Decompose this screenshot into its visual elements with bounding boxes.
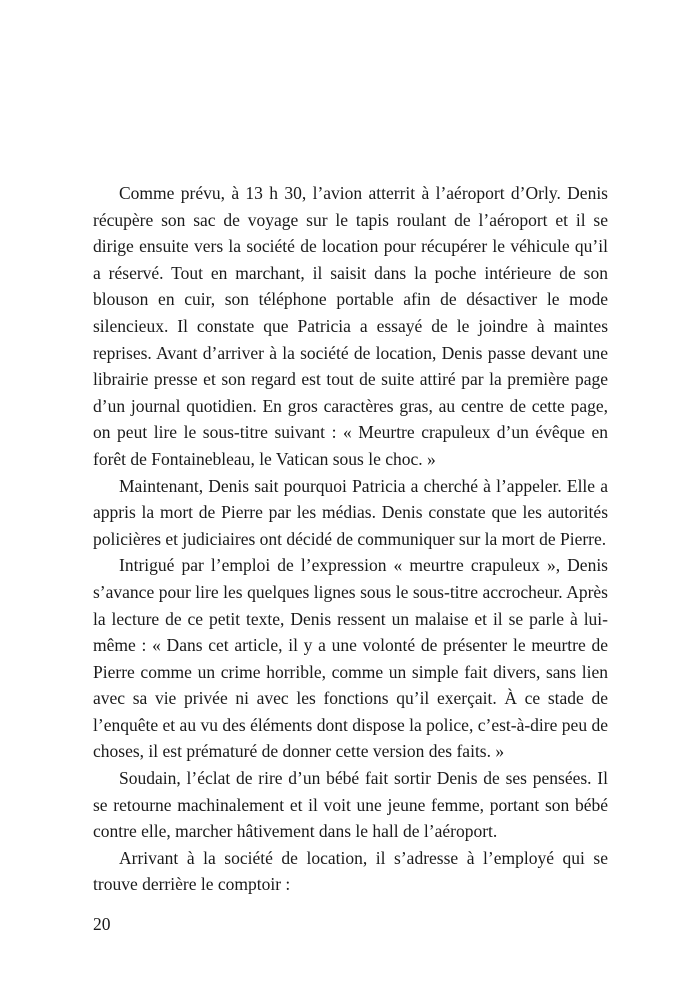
paragraph-4: Soudain, l’éclat de rire d’un bébé fait sortir Denis de ses pensées. Il se retourne machinalement et il voit une jeune femme, portant son bébé contre elle, marcher hâtivement dans le hall de l’aéroport.	[93, 768, 608, 842]
paragraph-3: Intrigué par l’emploi de l’expression « meurtre crapuleux », Denis s’avance pour lire les quelques lignes sous le sous-titre accrocheur. Après la lecture de ce petit texte, Denis ressent un malaise et il se parle à lui-même : « Dans cet article, il y a une volonté de présenter le meurtre de Pierre comme un crime horrible, comme un simple fait divers, sans lien avec sa vie privée ni avec les fonctions qu’il exerçait. À ce stade de l’enquête et au vu des éléments dont dispose la police, c’est-à-dire peu de choses, il est prématuré de donner cette version des faits. »	[93, 555, 608, 762]
page-number: 20	[93, 914, 111, 934]
paragraph-2: Maintenant, Denis sait pourquoi Patricia a cherché à l’appeler. Elle a appris la mort de Pierre par les médias. Denis constate que les autorités policières et judiciaires ont décidé de communiquer sur la mort de Pierre.	[93, 475, 608, 549]
body-text	[93, 180, 608, 898]
paragraph-5: Arrivant à la société de location, il s’adresse à l’employé qui se trouve derrière le comptoir :	[93, 847, 608, 895]
paragraph-1: Comme prévu, à 13 h 30, l’avion atterrit à l’aéroport d’Orly. Denis récupère son sac de voyage sur le tapis roulant de l’aéroport et il se dirige ensuite vers la société de location pour récupérer le véhicule qu’il a réservé. Tout en marchant, il saisit dans la poche intérieure de son blouson en cuir, son téléphone portable afin de désactiver le mode silencieux. Il constate que Patricia a essayé de le joindre à maintes reprises. Avant d’arriver à la société de location, Denis passe devant une librairie presse et son regard est tout de suite attiré par la première page d’un journal quotidien. En gros caractères gras, au centre de cette page, on peut lire le sous-titre suivant : « Meurtre crapuleux d’un évêque en forêt de Fontainebleau, le Vatican sous le choc. »	[93, 183, 608, 469]
